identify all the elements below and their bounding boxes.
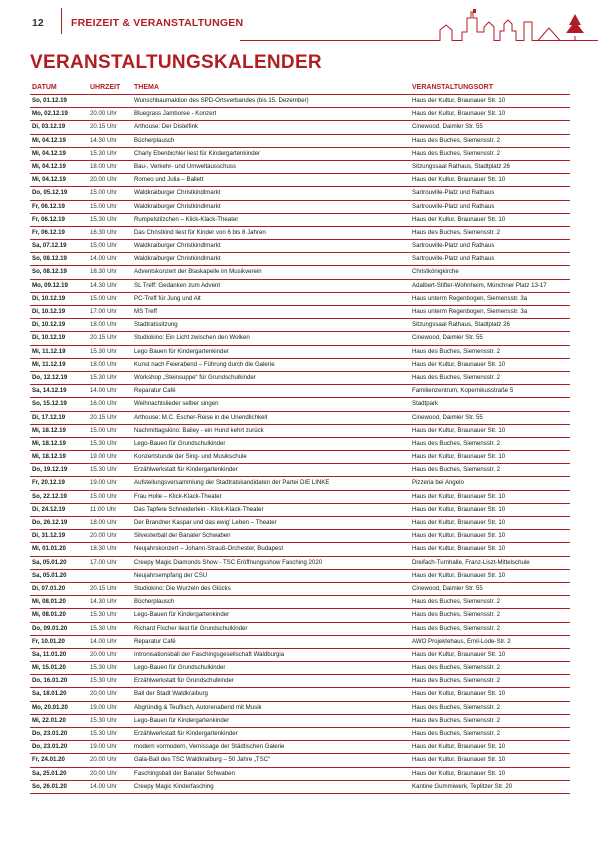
column-header-topic: THEMA (132, 81, 410, 95)
cell-venue: Haus der Kultur, Braunauer Str. 10 (410, 517, 570, 530)
table-row (30, 187, 570, 200)
cell-venue: Sartrouville-Platz und Rathaus (410, 187, 570, 200)
cell-time: 18.00 Uhr (88, 319, 132, 332)
cell-topic: Reparatur Café (132, 385, 410, 398)
table-row (30, 582, 570, 595)
cell-venue: Haus des Buches, Siemensstr. 2 (410, 675, 570, 688)
cell-topic: Lego-Bauen für Grundschulkinder (132, 437, 410, 450)
table-row (30, 134, 570, 147)
table-row (30, 517, 570, 530)
cell-topic: Workshop „Steinsuppe“ für Grundschulkinder (132, 371, 410, 384)
cell-topic: PC-Treff für Jung und Alt (132, 292, 410, 305)
cell-venue: Haus der Kultur, Braunauer Str. 10 (410, 754, 570, 767)
cell-topic: Das Tapfere Schneiderlein - Klick-Klack-Theater (132, 503, 410, 516)
cell-date: So, 08.12.19 (30, 253, 88, 266)
table-row (30, 213, 570, 226)
cell-topic: Erzählwerkstatt für Grundschulkinder (132, 675, 410, 688)
table-row (30, 319, 570, 332)
table-row (30, 411, 570, 424)
cell-date: Mi, 04.12.19 (30, 134, 88, 147)
cell-date: Mo, 09.12.19 (30, 279, 88, 292)
cell-time: 20.00 Uhr (88, 754, 132, 767)
cell-time: 11.00 Uhr (88, 503, 132, 516)
cell-date: Mi, 08.01.20 (30, 596, 88, 609)
cell-time: 15.30 Uhr (88, 662, 132, 675)
cell-date: Do, 12.12.19 (30, 371, 88, 384)
cell-venue: Haus der Kultur, Braunauer Str. 10 (410, 213, 570, 226)
cell-venue: Haus der Kultur, Braunauer Str. 10 (410, 569, 570, 582)
table-row (30, 306, 570, 319)
table-row (30, 675, 570, 688)
table-row (30, 253, 570, 266)
page-title: VERANSTALTUNGSKALENDER (30, 52, 322, 73)
cell-topic: MS Treff (132, 306, 410, 319)
cell-time: 15.00 Uhr (88, 187, 132, 200)
table-row (30, 160, 570, 173)
cell-venue: Haus der Kultur, Braunauer Str. 10 (410, 767, 570, 780)
cell-date: Do, 23.01.20 (30, 741, 88, 754)
cell-time: 18.00 Uhr (88, 517, 132, 530)
cell-topic: Waldkraiburger Christkindlmarkt (132, 253, 410, 266)
cell-venue: Haus des Buches, Siemensstr. 2 (410, 345, 570, 358)
cell-time (88, 95, 132, 108)
table-row (30, 371, 570, 384)
cell-topic: Lego-Bauen für Grundschulkinder (132, 662, 410, 675)
cell-date: Fr, 10.01.20 (30, 635, 88, 648)
cell-venue: Haus der Kultur, Braunauer Str. 10 (410, 174, 570, 187)
cell-venue: Sartrouville-Platz und Rathaus (410, 240, 570, 253)
cell-time: 14.30 Uhr (88, 279, 132, 292)
table-row (30, 543, 570, 556)
cell-time: 15.00 Uhr (88, 292, 132, 305)
event-calendar-table (30, 81, 570, 794)
cell-date: Di, 31.12.19 (30, 530, 88, 543)
table-row (30, 556, 570, 569)
cell-venue: Haus der Kultur, Braunauer Str. 10 (410, 648, 570, 661)
cell-venue: Sartrouville-Platz und Rathaus (410, 200, 570, 213)
table-row (30, 609, 570, 622)
table-row (30, 754, 570, 767)
cell-time: 15.30 Uhr (88, 609, 132, 622)
table-header-row (30, 81, 570, 95)
cell-date: Sa, 05.01.20 (30, 556, 88, 569)
cell-topic: Arthouse: Der Distelfink (132, 121, 410, 134)
cell-time: 15.00 Uhr (88, 490, 132, 503)
cell-date: Di, 03.12.19 (30, 121, 88, 134)
table-row (30, 530, 570, 543)
table-row (30, 437, 570, 450)
cell-time: 19.00 Uhr (88, 451, 132, 464)
table-row (30, 622, 570, 635)
cell-time: 14.00 Uhr (88, 780, 132, 793)
cell-venue: Pizzeria bei Angelo (410, 477, 570, 490)
table-row (30, 266, 570, 279)
cell-venue: Sitzungssaal Rathaus, Stadtplatz 26 (410, 160, 570, 173)
cell-venue: Christkönigkirche (410, 266, 570, 279)
cell-topic: Faschingsball der Banater Schwaben (132, 767, 410, 780)
cell-time: 15.30 Uhr (88, 213, 132, 226)
table-row (30, 121, 570, 134)
cell-date: Mi, 04.12.19 (30, 160, 88, 173)
cell-venue: Haus des Buches, Siemensstr. 2 (410, 714, 570, 727)
town-skyline-icon (0, 0, 598, 48)
table-row (30, 490, 570, 503)
cell-time: 17.00 Uhr (88, 556, 132, 569)
cell-date: Sa, 14.12.19 (30, 385, 88, 398)
cell-date: Sa, 25.01.20 (30, 767, 88, 780)
cell-date: Mi, 15.01.20 (30, 662, 88, 675)
table-row (30, 714, 570, 727)
cell-time: 16.00 Uhr (88, 398, 132, 411)
cell-venue: Haus der Kultur, Braunauer Str. 10 (410, 530, 570, 543)
cell-venue: Haus des Buches, Siemensstr. 2 (410, 147, 570, 160)
cell-venue: Cinewood, Daimler Str. 55 (410, 411, 570, 424)
cell-topic: Studiokino: Die Wurzeln des Glücks (132, 582, 410, 595)
cell-topic: Wunschbaumaktion des SPD-Ortsverbandes (bis 15. Dezember) (132, 95, 410, 108)
cell-time: 18.30 Uhr (88, 266, 132, 279)
cell-time: 15.30 Uhr (88, 437, 132, 450)
table-row (30, 741, 570, 754)
cell-venue: Haus des Buches, Siemensstr. 2 (410, 437, 570, 450)
cell-time: 15.00 Uhr (88, 424, 132, 437)
cell-time: 20.00 Uhr (88, 174, 132, 187)
table-row (30, 95, 570, 108)
cell-topic: Charly Ebenbichler liest für Kindergartenkinder (132, 147, 410, 160)
cell-time: 14.30 Uhr (88, 134, 132, 147)
table-row (30, 108, 570, 121)
cell-topic: Ball der Stadt Waldkraiburg (132, 688, 410, 701)
cell-time: 15.30 Uhr (88, 345, 132, 358)
cell-topic: Stadtratssitzung (132, 319, 410, 332)
cell-date: Mi, 11.12.19 (30, 345, 88, 358)
cell-date: So, 15.12.19 (30, 398, 88, 411)
cell-topic: Arthouse: M.C. Escher-Reise in die Unendlichkeit (132, 411, 410, 424)
cell-time: 20.00 Uhr (88, 767, 132, 780)
cell-time: 15.30 Uhr (88, 147, 132, 160)
cell-date: Mi, 18.12.19 (30, 424, 88, 437)
cell-date: Sa, 07.12.19 (30, 240, 88, 253)
cell-time: 15.30 Uhr (88, 728, 132, 741)
cell-venue: Sartrouville-Platz und Rathaus (410, 253, 570, 266)
column-header-date: DATUM (30, 81, 88, 95)
table-row (30, 648, 570, 661)
cell-venue: Haus der Kultur, Braunauer Str. 10 (410, 741, 570, 754)
table-row (30, 226, 570, 239)
cell-topic: Reparatur Café (132, 635, 410, 648)
cell-date: Do, 19.12.19 (30, 464, 88, 477)
cell-topic: Erzählwerkstatt für Kindergartenkinder (132, 728, 410, 741)
table-row (30, 398, 570, 411)
cell-date: Fr, 20.12.19 (30, 477, 88, 490)
table-row (30, 174, 570, 187)
table-row (30, 147, 570, 160)
table-row (30, 424, 570, 437)
cell-topic: Waldkraiburger Christkindlmarkt (132, 187, 410, 200)
cell-venue: Haus der Kultur, Braunauer Str. 10 (410, 543, 570, 556)
cell-venue: Haus der Kultur, Braunauer Str. 10 (410, 424, 570, 437)
cell-topic: Lego-Bauen für Kindergartenkinder (132, 609, 410, 622)
cell-date: Fr, 24.01.20 (30, 754, 88, 767)
cell-date: Mi, 11.12.19 (30, 358, 88, 371)
column-header-time: UHRZEIT (88, 81, 132, 95)
cell-venue: Haus unterm Regenbogen, Siemensstr. 3a (410, 306, 570, 319)
cell-date: Do, 09.01.20 (30, 622, 88, 635)
table-row (30, 451, 570, 464)
cell-date: Mi, 01.01.20 (30, 543, 88, 556)
cell-time: 14.00 Uhr (88, 385, 132, 398)
cell-time: 20.15 Uhr (88, 332, 132, 345)
cell-topic: Kunst nach Feierabend – Führung durch die Galerie (132, 358, 410, 371)
cell-time: 18.00 Uhr (88, 160, 132, 173)
table-row (30, 358, 570, 371)
cell-date: Mi, 04.12.19 (30, 147, 88, 160)
cell-time: 19.00 Uhr (88, 741, 132, 754)
cell-time (88, 569, 132, 582)
cell-venue: AWO Projektehaus, Emil-Lode-Str. 2 (410, 635, 570, 648)
cell-date: Do, 23.01.20 (30, 728, 88, 741)
cell-venue: Haus der Kultur, Braunauer Str. 10 (410, 490, 570, 503)
page-header (0, 0, 598, 48)
cell-time: 19.00 Uhr (88, 701, 132, 714)
cell-time: 15.00 Uhr (88, 200, 132, 213)
cell-time: 19.00 Uhr (88, 477, 132, 490)
table-row (30, 728, 570, 741)
cell-topic: Nachmittagskino: Bailey - ein Hund kehrt zurück (132, 424, 410, 437)
cell-topic: Bau-, Verkehr- und Umweltausschuss (132, 160, 410, 173)
cell-time: 18.00 Uhr (88, 358, 132, 371)
cell-topic: Frau Holle – Klick-Klack-Theater (132, 490, 410, 503)
table-row (30, 292, 570, 305)
cell-topic: Silvesterball der Banater Schwaben (132, 530, 410, 543)
cell-date: Fr, 06.12.19 (30, 213, 88, 226)
cell-topic: Gala-Ball des TSC Waldkraiburg – 50 Jahre „TSC“ (132, 754, 410, 767)
cell-date: Di, 07.01.20 (30, 582, 88, 595)
cell-date: Di, 10.12.19 (30, 319, 88, 332)
table-row (30, 279, 570, 292)
table-row (30, 332, 570, 345)
cell-venue: Haus der Kultur, Braunauer Str. 10 (410, 688, 570, 701)
cell-date: Di, 17.12.19 (30, 411, 88, 424)
cell-venue: Haus des Buches, Siemensstr. 2 (410, 371, 570, 384)
cell-topic: Waldkraiburger Christkindlmarkt (132, 200, 410, 213)
cell-date: Di, 10.12.19 (30, 332, 88, 345)
cell-topic: Creepy Magic Kinderfasching (132, 780, 410, 793)
cell-topic: Erzählwerkstatt für Kindergartenkinder (132, 464, 410, 477)
cell-venue: Haus des Buches, Siemensstr. 2 (410, 701, 570, 714)
cell-date: Fr, 06.12.19 (30, 226, 88, 239)
cell-topic: Aufstellungsversammlung der Stadtratskandidaten der Partei DIE LINKE (132, 477, 410, 490)
cell-topic: Lego Bauen für Kindergartenkinder (132, 345, 410, 358)
cell-time: 20.15 Uhr (88, 411, 132, 424)
cell-date: Di, 10.12.19 (30, 292, 88, 305)
cell-venue: Haus der Kultur, Braunauer Str. 10 (410, 451, 570, 464)
cell-topic: Waldkraiburger Christkindlmarkt (132, 240, 410, 253)
table-row (30, 767, 570, 780)
cell-time: 20.00 Uhr (88, 530, 132, 543)
cell-time: 17.00 Uhr (88, 306, 132, 319)
cell-time: 15.30 Uhr (88, 371, 132, 384)
cell-date: Di, 24.12.19 (30, 503, 88, 516)
cell-time: 20.15 Uhr (88, 582, 132, 595)
cell-topic: Studiokino: Ein Licht zwischen den Wolken (132, 332, 410, 345)
cell-topic: Creepy Magic Diamonds Show - TSC Eröffnungsshow Fasching 2020 (132, 556, 410, 569)
cell-topic: Adventskonzert der Blaskapelle im Musikverein (132, 266, 410, 279)
cell-date: Mi, 08.01.20 (30, 609, 88, 622)
cell-venue: Haus der Kultur, Braunauer Str. 10 (410, 95, 570, 108)
cell-date: Mo, 20.01.20 (30, 701, 88, 714)
table-row (30, 464, 570, 477)
section-title: FREIZEIT & VERANSTALTUNGEN (71, 17, 244, 29)
cell-time: 15.30 Uhr (88, 622, 132, 635)
cell-venue: Dreifach-Turnhalle, Franz-Liszt-Mittelschule (410, 556, 570, 569)
cell-venue: Haus des Buches, Siemensstr. 2 (410, 662, 570, 675)
cell-venue: Cinewood, Daimler Str. 55 (410, 332, 570, 345)
table-row (30, 503, 570, 516)
cell-time: 14.00 Uhr (88, 253, 132, 266)
cell-venue: Haus der Kultur, Braunauer Str. 10 (410, 503, 570, 516)
cell-date: Sa, 05.01.20 (30, 569, 88, 582)
table-row (30, 477, 570, 490)
cell-date: Di, 10.12.19 (30, 306, 88, 319)
cell-topic: Bücherplausch (132, 596, 410, 609)
cell-topic: Das Christkind liest für Kinder von 6 bis 8 Jahren (132, 226, 410, 239)
table-row (30, 385, 570, 398)
cell-date: Do, 05.12.19 (30, 187, 88, 200)
cell-topic: SL Treff: Gedanken zum Advent (132, 279, 410, 292)
cell-topic: Neujahrsempfang der CSU (132, 569, 410, 582)
cell-date: Do, 16.01.20 (30, 675, 88, 688)
cell-time: 20.00 Uhr (88, 108, 132, 121)
cell-venue: Haus der Kultur, Braunauer Str. 10 (410, 108, 570, 121)
cell-venue: Haus des Buches, Siemensstr. 2 (410, 622, 570, 635)
cell-topic: Abgründig & Teuflisch, Autorenabend mit Musik (132, 701, 410, 714)
cell-time: 15.00 Uhr (88, 240, 132, 253)
cell-venue: Haus des Buches, Siemensstr. 2 (410, 464, 570, 477)
cell-date: So, 08.12.19 (30, 266, 88, 279)
cell-topic: Neujahrskonzert – Johann-Strauß-Orchester, Budapest (132, 543, 410, 556)
cell-topic: Rumpelstilzchen – Klick-Klack-Theater (132, 213, 410, 226)
cell-date: So, 01.12.19 (30, 95, 88, 108)
cell-venue: Cinewood, Daimler Str. 55 (410, 121, 570, 134)
cell-time: 20.15 Uhr (88, 121, 132, 134)
cell-time: 20.00 Uhr (88, 688, 132, 701)
cell-time: 18.30 Uhr (88, 543, 132, 556)
table-row (30, 345, 570, 358)
cell-time: 14.30 Uhr (88, 596, 132, 609)
cell-topic: Der Brandner Kaspar und das ewig' Leben – Theater (132, 517, 410, 530)
cell-venue: Stadtpark (410, 398, 570, 411)
cell-venue: Adalbert-Stifter-Wohnheim, Münchner Platz 13-17 (410, 279, 570, 292)
cell-time: 16.30 Uhr (88, 226, 132, 239)
cell-topic: modern vormodern, Vernissage der Städtischen Galerie (132, 741, 410, 754)
cell-venue: Haus des Buches, Siemensstr. 2 (410, 226, 570, 239)
cell-time: 14.00 Uhr (88, 635, 132, 648)
cell-topic: Richard Fischer liest für Grundschulkinder (132, 622, 410, 635)
cell-time: 15.30 Uhr (88, 675, 132, 688)
table-row (30, 240, 570, 253)
cell-venue: Kantine Gummiwerk, Teplitzer Str. 20 (410, 780, 570, 793)
cell-venue: Haus des Buches, Siemensstr. 2 (410, 609, 570, 622)
page-number: 12 (32, 17, 44, 29)
table-row (30, 780, 570, 793)
cell-topic: Weihnachtslieder selber singen (132, 398, 410, 411)
cell-venue: Familienzentrum, Kopernikusstraße 5 (410, 385, 570, 398)
cell-date: So, 22.12.19 (30, 490, 88, 503)
cell-date: Sa, 11.01.20 (30, 648, 88, 661)
cell-venue: Haus unterm Regenbogen, Siemensstr. 3a (410, 292, 570, 305)
cell-date: Mo, 02.12.19 (30, 108, 88, 121)
cell-venue: Haus des Buches, Siemensstr. 2 (410, 596, 570, 609)
table-row (30, 569, 570, 582)
cell-topic: Intronisationsball der Faschingsgesellschaft Waldburgia (132, 648, 410, 661)
cell-time: 20.00 Uhr (88, 648, 132, 661)
cell-date: Sa, 18.01.20 (30, 688, 88, 701)
table-row (30, 662, 570, 675)
column-header-venue: VERANSTALTUNGSORT (410, 81, 570, 95)
cell-date: So, 26.01.20 (30, 780, 88, 793)
cell-date: Mi, 04.12.19 (30, 174, 88, 187)
cell-time: 15.30 Uhr (88, 464, 132, 477)
cell-venue: Cinewood, Daimler Str. 55 (410, 582, 570, 595)
cell-venue: Sitzungssaal Rathaus, Stadtplatz 26 (410, 319, 570, 332)
cell-topic: Bücherplausch (132, 134, 410, 147)
cell-date: Mi, 18.12.19 (30, 451, 88, 464)
cell-venue: Haus des Buches, Siemensstr. 2 (410, 134, 570, 147)
cell-date: Mi, 18.12.19 (30, 437, 88, 450)
table-row (30, 635, 570, 648)
cell-date: Do, 26.12.19 (30, 517, 88, 530)
cell-venue: Haus der Kultur, Braunauer Str. 10 (410, 358, 570, 371)
table-row (30, 200, 570, 213)
cell-time: 15.30 Uhr (88, 714, 132, 727)
cell-date: Fr, 06.12.19 (30, 200, 88, 213)
cell-topic: Romeo und Julia – Ballett (132, 174, 410, 187)
table-row (30, 701, 570, 714)
cell-venue: Haus des Buches, Siemensstr. 2 (410, 728, 570, 741)
table-row (30, 596, 570, 609)
cell-date: Mi, 22.01.20 (30, 714, 88, 727)
table-row (30, 688, 570, 701)
cell-topic: Konzertstunde der Sing- und Musikschule (132, 451, 410, 464)
cell-topic: Lego-Bauen für Kindergartenkinder (132, 714, 410, 727)
cell-topic: Bluegrass Jamboree - Konzert (132, 108, 410, 121)
